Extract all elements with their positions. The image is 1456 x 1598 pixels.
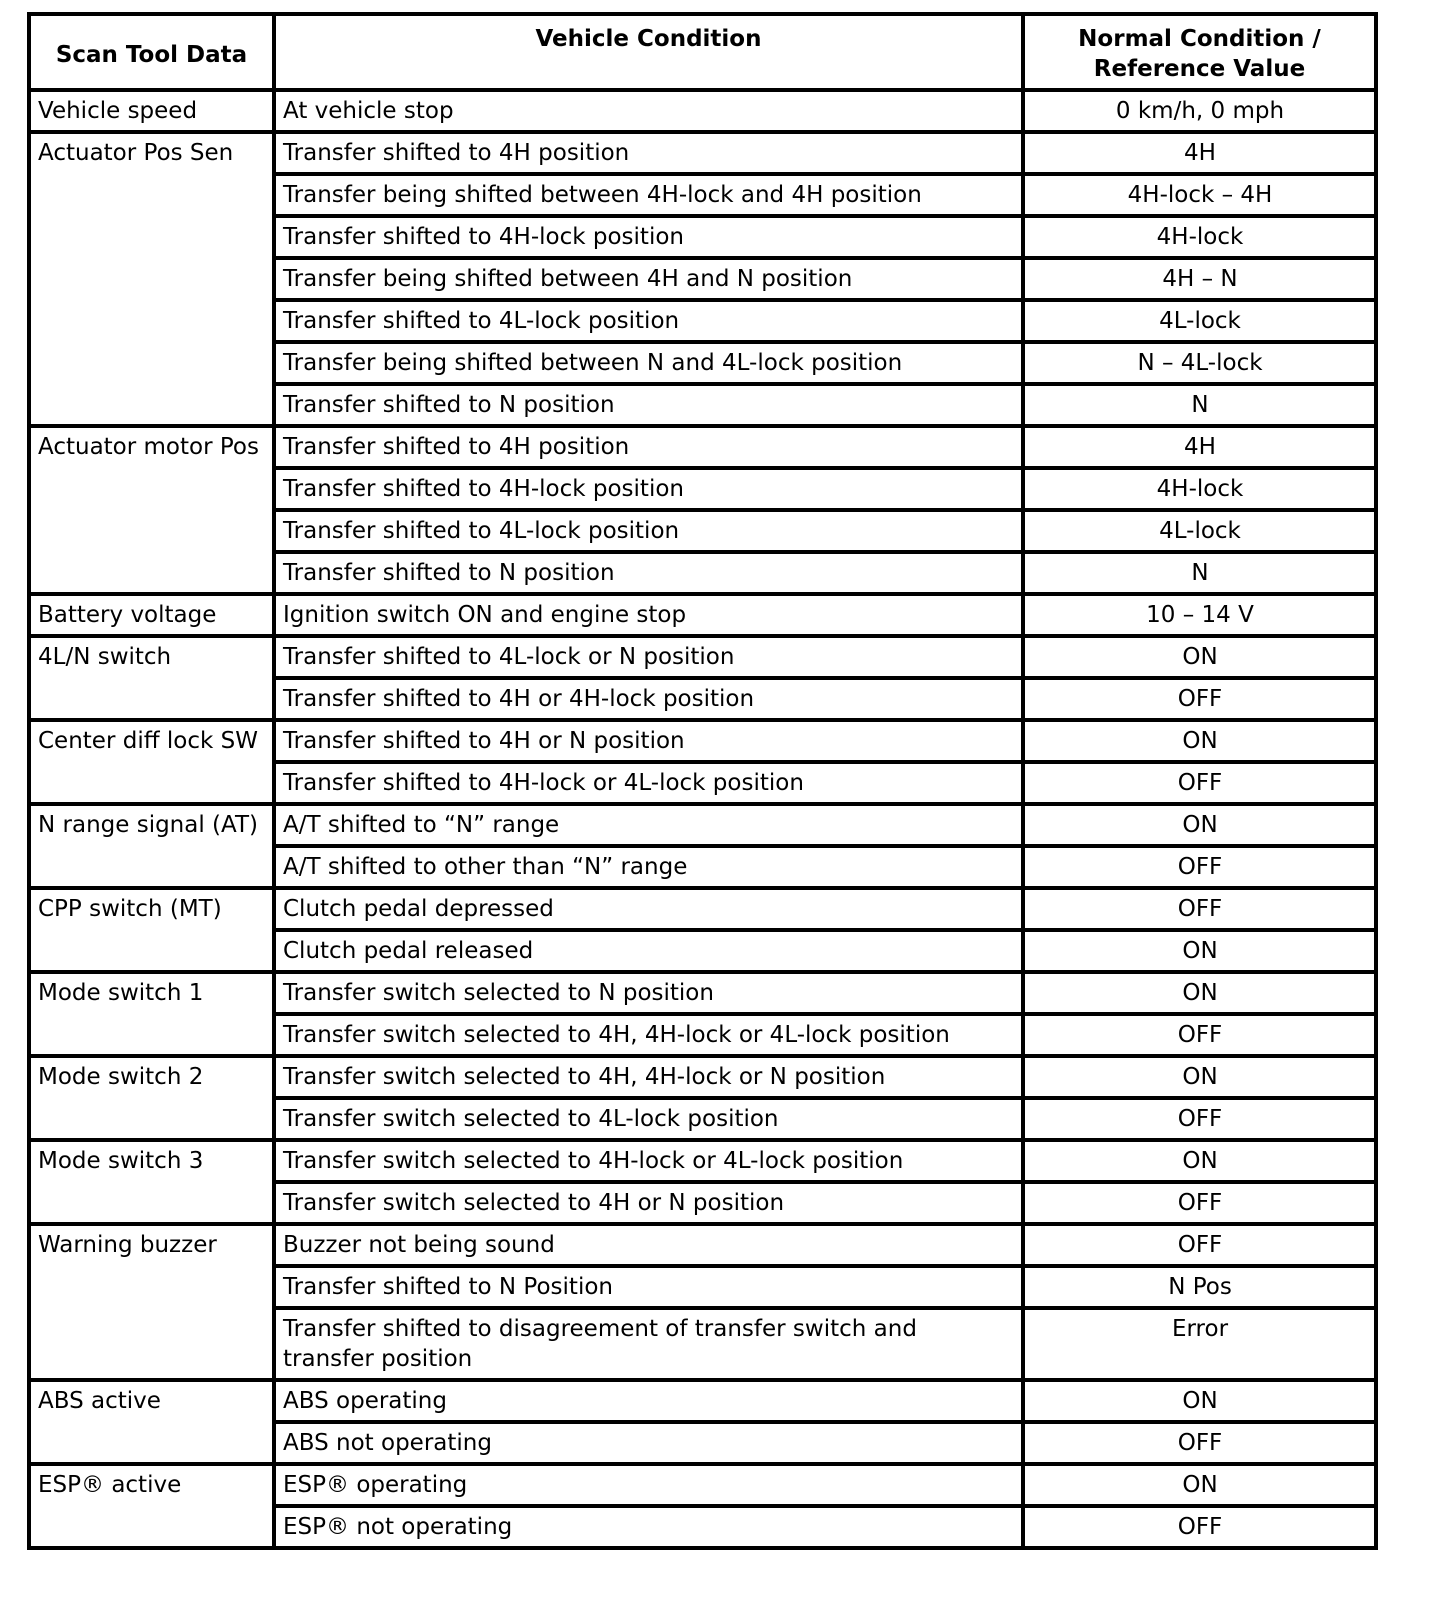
table-row (29, 1464, 1376, 1506)
condition-cell: ESP® operating (274, 1464, 1023, 1506)
reference-value-cell: ON (1023, 1140, 1376, 1182)
scan-item-cell: Actuator motor Pos (29, 426, 274, 594)
reference-value-cell: N (1023, 384, 1376, 426)
scan-item-cell: Battery voltage (29, 594, 274, 636)
condition-cell: Transfer shifted to 4H or 4H-lock position (274, 678, 1023, 720)
scan-item-cell: 4L/N switch (29, 636, 274, 720)
reference-value-cell: OFF (1023, 1014, 1376, 1056)
condition-cell: At vehicle stop (274, 90, 1023, 132)
scan-item-cell: Actuator Pos Sen (29, 132, 274, 426)
reference-value-cell: 4H-lock (1023, 468, 1376, 510)
condition-cell: Transfer shifted to 4H position (274, 426, 1023, 468)
table-row (29, 720, 1376, 762)
reference-value-cell: OFF (1023, 1182, 1376, 1224)
reference-value-cell: Error (1023, 1308, 1376, 1380)
condition-cell: Transfer shifted to 4L-lock position (274, 510, 1023, 552)
condition-cell: Transfer shifted to 4H or N position (274, 720, 1023, 762)
reference-value-cell: 10 – 14 V (1023, 594, 1376, 636)
table-body (29, 90, 1376, 1548)
condition-cell: Transfer shifted to 4L-lock position (274, 300, 1023, 342)
reference-value-cell: OFF (1023, 1098, 1376, 1140)
reference-value-cell: OFF (1023, 846, 1376, 888)
condition-cell: Transfer switch selected to 4L-lock position (274, 1098, 1023, 1140)
table-row (29, 132, 1376, 174)
table-row (29, 1224, 1376, 1266)
scan-item-cell: Center diff lock SW (29, 720, 274, 804)
condition-cell: ABS operating (274, 1380, 1023, 1422)
reference-value-cell: 4H-lock (1023, 216, 1376, 258)
reference-value-cell: ON (1023, 636, 1376, 678)
reference-value-cell: ON (1023, 1056, 1376, 1098)
reference-value-cell: ON (1023, 720, 1376, 762)
scan-item-cell: Vehicle speed (29, 90, 274, 132)
table-row (29, 1380, 1376, 1422)
scan-tool-data-table (27, 12, 1378, 1550)
condition-cell: ABS not operating (274, 1422, 1023, 1464)
scan-item-cell: N range signal (AT) (29, 804, 274, 888)
reference-value-cell: OFF (1023, 762, 1376, 804)
scan-item-cell: Mode switch 2 (29, 1056, 274, 1140)
reference-value-cell: 4H (1023, 132, 1376, 174)
condition-cell: ESP® not operating (274, 1506, 1023, 1548)
condition-cell: Transfer switch selected to 4H-lock or 4L-lock position (274, 1140, 1023, 1182)
reference-value-cell: OFF (1023, 1506, 1376, 1548)
condition-cell: Transfer shifted to 4H-lock or 4L-lock position (274, 762, 1023, 804)
condition-cell: Transfer shifted to 4H-lock position (274, 216, 1023, 258)
condition-cell: Transfer being shifted between 4H and N position (274, 258, 1023, 300)
reference-value-cell: 4H (1023, 426, 1376, 468)
condition-cell: Transfer shifted to N Position (274, 1266, 1023, 1308)
reference-value-cell: 4H – N (1023, 258, 1376, 300)
scan-item-cell: ESP® active (29, 1464, 274, 1548)
table-row (29, 888, 1376, 930)
condition-cell: Transfer switch selected to 4H, 4H-lock or N position (274, 1056, 1023, 1098)
condition-cell: Transfer being shifted between N and 4L-lock position (274, 342, 1023, 384)
scan-item-cell: Mode switch 3 (29, 1140, 274, 1224)
header-reference-value: Normal Condition / Reference Value (1023, 14, 1376, 90)
reference-value-cell: ON (1023, 804, 1376, 846)
header-vehicle-condition: Vehicle Condition (274, 14, 1023, 90)
condition-cell: Buzzer not being sound (274, 1224, 1023, 1266)
scan-item-cell: Warning buzzer (29, 1224, 274, 1380)
condition-cell: Transfer switch selected to 4H or N position (274, 1182, 1023, 1224)
table-row (29, 1140, 1376, 1182)
header-scan-tool-data: Scan Tool Data (29, 14, 274, 90)
reference-value-cell: OFF (1023, 678, 1376, 720)
table-row (29, 1056, 1376, 1098)
condition-cell: Transfer shifted to 4H-lock position (274, 468, 1023, 510)
reference-value-cell: N – 4L-lock (1023, 342, 1376, 384)
condition-cell: Transfer shifted to N position (274, 552, 1023, 594)
header-row (29, 14, 1376, 90)
scan-item-cell: ABS active (29, 1380, 274, 1464)
scan-item-cell: CPP switch (MT) (29, 888, 274, 972)
reference-value-cell: ON (1023, 1380, 1376, 1422)
reference-value-cell: OFF (1023, 1422, 1376, 1464)
condition-cell: Clutch pedal depressed (274, 888, 1023, 930)
table-row (29, 426, 1376, 468)
condition-cell: A/T shifted to “N” range (274, 804, 1023, 846)
condition-cell: Transfer switch selected to N position (274, 972, 1023, 1014)
table-row (29, 972, 1376, 1014)
reference-value-cell: 0 km/h, 0 mph (1023, 90, 1376, 132)
reference-value-cell: ON (1023, 1464, 1376, 1506)
reference-value-cell: OFF (1023, 888, 1376, 930)
condition-cell: Ignition switch ON and engine stop (274, 594, 1023, 636)
condition-cell: Transfer shifted to N position (274, 384, 1023, 426)
table-row (29, 90, 1376, 132)
reference-value-cell: ON (1023, 972, 1376, 1014)
reference-value-cell: ON (1023, 930, 1376, 972)
table-row (29, 804, 1376, 846)
condition-cell: Transfer switch selected to 4H, 4H-lock or 4L-lock position (274, 1014, 1023, 1056)
condition-cell: A/T shifted to other than “N” range (274, 846, 1023, 888)
reference-value-cell: N Pos (1023, 1266, 1376, 1308)
reference-value-cell: OFF (1023, 1224, 1376, 1266)
scan-item-cell: Mode switch 1 (29, 972, 274, 1056)
reference-value-cell: 4L-lock (1023, 510, 1376, 552)
condition-cell: Transfer shifted to 4H position (274, 132, 1023, 174)
condition-cell: Clutch pedal released (274, 930, 1023, 972)
table-row (29, 594, 1376, 636)
reference-value-cell: N (1023, 552, 1376, 594)
condition-cell: Transfer being shifted between 4H-lock and 4H position (274, 174, 1023, 216)
reference-value-cell: 4L-lock (1023, 300, 1376, 342)
table-row (29, 636, 1376, 678)
condition-cell: Transfer shifted to disagreement of transfer switch and transfer position (274, 1308, 1023, 1380)
reference-value-cell: 4H-lock – 4H (1023, 174, 1376, 216)
condition-cell: Transfer shifted to 4L-lock or N position (274, 636, 1023, 678)
